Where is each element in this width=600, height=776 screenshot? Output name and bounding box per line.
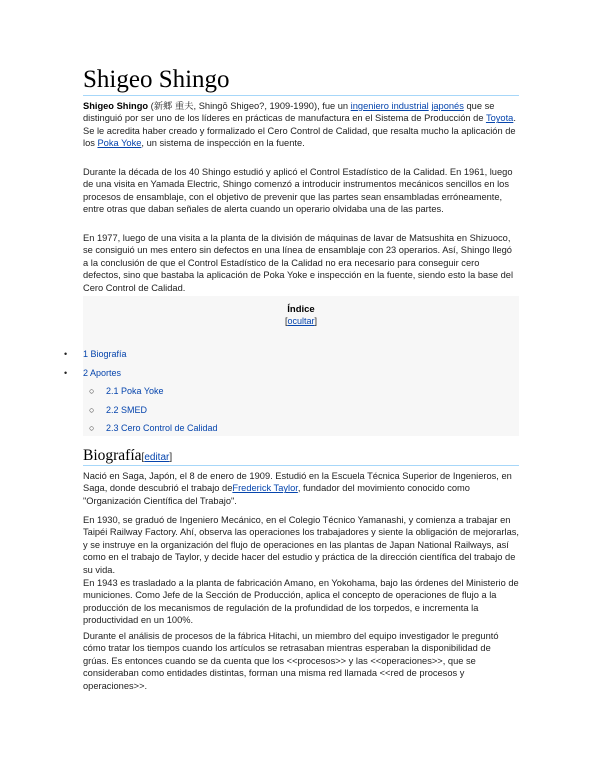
subject-name: Shigeo Shingo <box>83 101 149 111</box>
table-of-contents <box>83 296 519 436</box>
section-heading-biografia <box>83 447 172 465</box>
toc-hide-link[interactable]: ocultar <box>287 316 315 326</box>
toc-item-smed[interactable]: 2.2 SMED <box>106 405 148 415</box>
intro-text: . Se le acredita haber creado y formalizado el Cero Control de Calidad, que resalta mucho la aplicación de los <box>83 113 516 149</box>
bullet-circle-icon: ○ <box>89 405 95 415</box>
intro-text: (新郷 重夫, Shingō Shigeo?, 1909-1990), fue un <box>148 101 351 111</box>
toc-item-aportes[interactable]: 2 Aportes <box>83 368 122 378</box>
toc-bracket: [ <box>284 316 288 326</box>
toc-item-cero-control[interactable]: 2.3 Cero Control de Calidad <box>106 423 218 433</box>
intro-text: , un sistema de inspección en la fuente. <box>141 138 305 149</box>
bullet-dot-icon: • <box>64 368 68 378</box>
toc-bracket: ] <box>314 316 318 326</box>
bio-paragraph-2: En 1930, se graduó de Ingeniero Mecánico, en el Colegio Técnico Yamanashi, y comienza a trabajar en Taipéi Railway Factory. Ahí, observa las operaciones los trabajadores y siente la obligación de mejorarlas, y se instruye en la organización del flujo de operaciones en las plantas de Japan National Railways, así como en el trabajo de Taylor, y decide hacer del estudio y práctica de la dirección científica del trabajo de su vida. <box>83 515 519 575</box>
link-japones[interactable]: japonés <box>431 101 464 111</box>
bio-text: , fundador del movimiento conocido como "Organización Científica del Trabajo". <box>83 483 470 506</box>
paragraph-1940s: Durante la década de los 40 Shingo estudió y aplicó el Control Estadístico de la Calidad. En 1961, luego de una visita en Yamada Electric, Shingo comenzó a introducir instrumentos mecánicos sencillos en los procesos de ensamblaje, con el objetivo de prevenir que las partes sean ensambladas erróneamente, entre otras que daban señales de alerta cuando un operario olvidaba una de las partes. <box>83 167 513 215</box>
toc-item-poka-yoke[interactable]: 2.1 Poka Yoke <box>106 386 164 396</box>
link-frederick-taylor[interactable]: Frederick Taylor <box>232 483 298 494</box>
toc-toggle <box>83 316 519 326</box>
link-ingeniero-industrial[interactable]: ingeniero industrial <box>350 101 429 111</box>
link-toyota[interactable]: Toyota <box>485 113 514 124</box>
title-divider <box>83 95 519 96</box>
edit-link[interactable]: editar <box>144 452 170 463</box>
intro-text: que se distinguió por ser uno de los líderes en prácticas de manufactura en el Sistema de Producción de <box>83 101 495 124</box>
link-poka-yoke[interactable]: Poka Yoke <box>97 138 142 149</box>
intro-paragraph <box>83 100 519 150</box>
edit-section <box>142 452 173 463</box>
paragraph-1977: En 1977, luego de una visita a la planta de la división de máquinas de lavar de Matsushita en Shizuoco, se consiguió un mes entero sin defectos en una línea de ensamblaje con 23 operarios. Así, Shingo llegó a la conclusión de que el Control Estadístico de la Calidad no era necesario para conseguir cero defectos, sino que bastaba la aplicación de Poka Yoke e inspección en la fuente, siendo esto la base del Cero Control de Calidad. <box>83 233 514 293</box>
bullet-circle-icon: ○ <box>89 423 95 433</box>
edit-bracket: [ <box>141 452 145 463</box>
bullet-dot-icon: • <box>64 349 68 359</box>
toc-title: Índice <box>287 304 315 315</box>
section-title: Biografía <box>83 447 142 464</box>
bio-text: Nació en Saga, Japón, el 8 de enero de 1909. Estudió en la Escuela Técnica Superior de Ingenieros, en Saga, donde descubrió el trabajo de <box>83 471 512 494</box>
bullet-circle-icon: ○ <box>89 386 95 396</box>
bio-paragraph-1 <box>83 470 519 507</box>
edit-bracket: ] <box>169 452 173 463</box>
bio-paragraph-3: En 1943 es trasladado a la planta de fabricación Amano, en Yokohama, bajo las órdenes del Ministerio de municiones. Como Jefe de la Sección de Producción, aplica el concepto de operaciones de flujo a la producción de los mecanismos de regulación de la profundidad de los torpedos, e incrementa la productividad en un 100%. <box>83 578 519 626</box>
bio-paragraph-4: Durante el análisis de procesos de la fábrica Hitachi, un miembro del equipo investigador le preguntó cómo tratar los tiempos cuando los artículos se retrasaban mientras esperaban la disponibilidad de grúas. Es entonces cuando se da cuenta que los <<procesos>> y las <<operaciones>>, que se consideraban como entidades distintas, forman una misma red llamada <<red de procesos y operaciones>>. <box>83 631 499 691</box>
toc-item-biografia[interactable]: 1 Biografía <box>83 349 127 359</box>
page-title: Shigeo Shingo <box>83 66 230 93</box>
section-divider <box>83 465 519 466</box>
